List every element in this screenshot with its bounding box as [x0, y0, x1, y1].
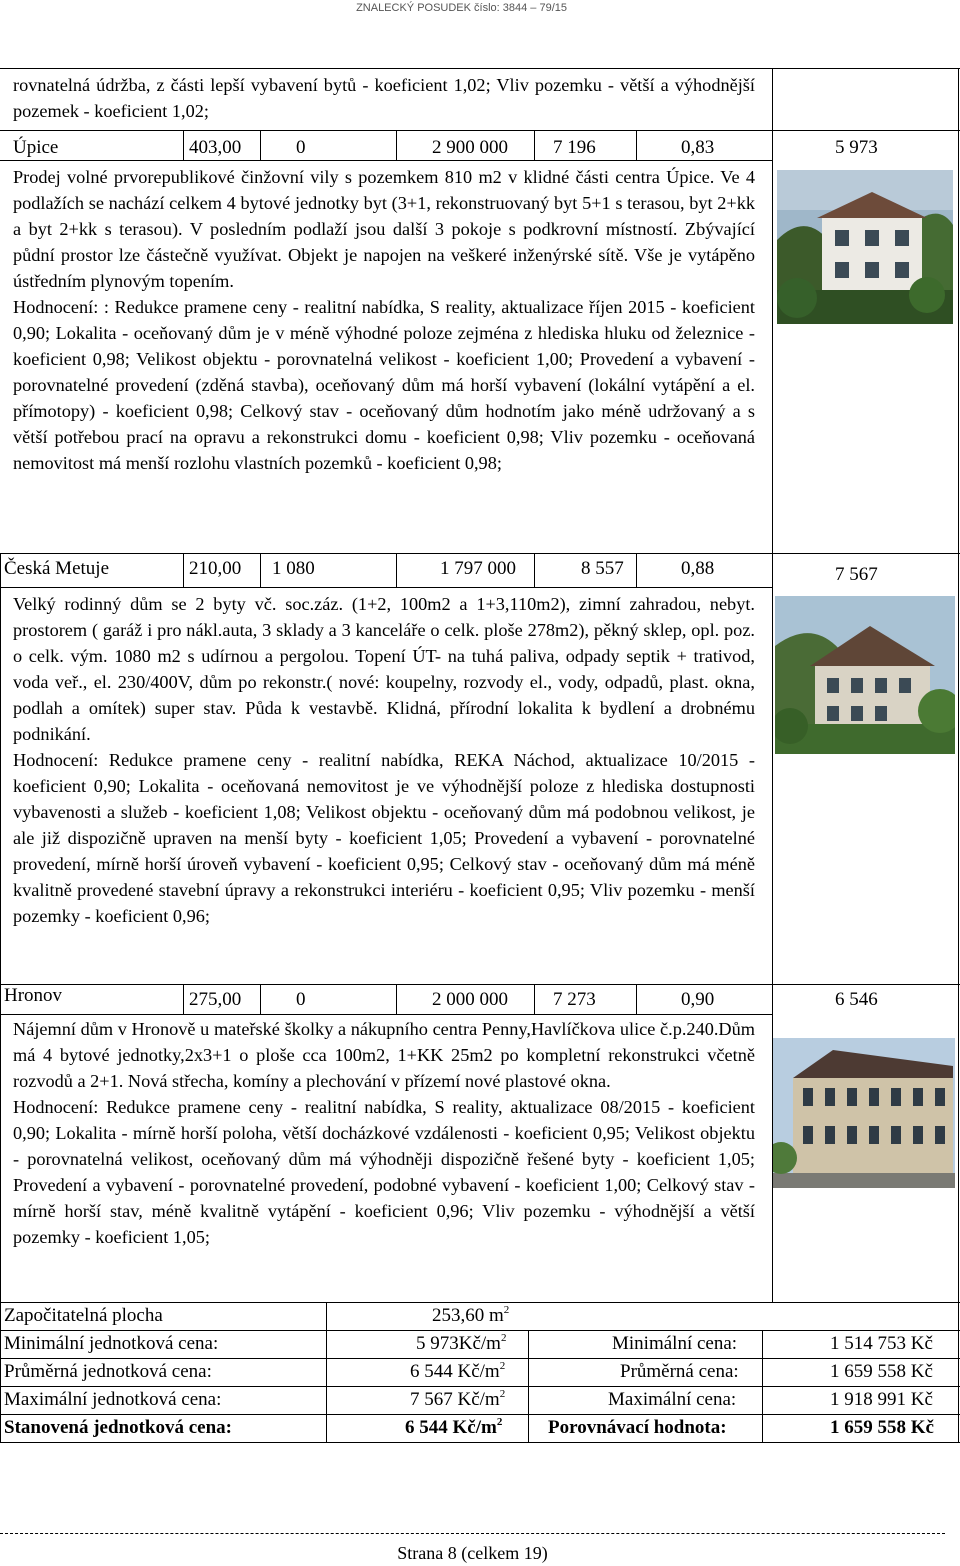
entry-area: 210,00: [189, 558, 242, 579]
entry-unit-price: 7 196: [553, 137, 596, 158]
building-photo-icon: [773, 1038, 955, 1188]
summary-final-total: 1 659 558 Kč: [830, 1417, 934, 1438]
entry-evaluation-text: Hodnocení: Redukce pramene ceny - realitní nabídka, S reality, aktualizace 08/2015 - koeficient 0,90; Lokalita - mírně horší poloha, větší docházkové vzdálenosti - koeficient 0,95; Velikost objektu - porovnatelná velikost, oceňovaný dům má výhodněji dispozičně řešené byty - koeficient 1,05; Provedení a vybavení - porovnatelné provedení, podobné vybavení - koeficient 1,00; Celkový stav - mírně horší stav, méně kvalitně vytápění - koeficient 0,96; Vliv pozemku - výhodnější a větší pozemky - koeficient 1,05;: [13, 1097, 755, 1247]
unit-superscript: 2: [500, 1332, 507, 1344]
summary-avg-total-label: Průměrná cena:: [620, 1361, 739, 1382]
summary-avg-total: 1 659 558 Kč: [830, 1361, 933, 1382]
summary-min-unit-text: 5 973Kč/m: [416, 1333, 501, 1354]
cell-divider: [260, 984, 261, 1014]
intro-paragraph: rovnatelná údržba, z části lepší vybavení bytů - koeficient 1,02; Vliv pozemku - větší a výhodnější pozemek - koeficient 1,02;: [13, 75, 755, 121]
unit-superscript: 2: [499, 1388, 506, 1400]
entry-description-text: Prodej volné prvorepublikové činžovní vily s pozemkem 810 m2 v klidné části centra Úpice. Ve 4 podlažích se nachází celkem 4 bytové jednotky byt (3+1, rekonstruovaný byt 5+1 s terasou, byt 2+kk a byt 2+kk s terasou). V posledním podlaží jsou další 3 pokoje s podkrovní místností. Zbývající půdní prostor lze částečně využívat. Objekt je napojen na veškeré inženýrské sítě. Vše je vytápěno ústředním plynovým topením.: [13, 167, 755, 291]
summary-area-value: [432, 1305, 509, 1327]
column-divider: [772, 130, 773, 1302]
entry-evaluation-text: Hodnocení: : Redukce pramene ceny - realitní nabídka, S reality, aktualizace říjen 2015 - koeficient 0,90; Lokalita - oceňovaný dům je v méně výhodné poloze zejména z hlediska hluku od železnice - koeficient 0,98; Velikost objektu - porovnatelná velikost - koeficient 1,00; Provedení a vybavení - porovnatelné provedení (zděná stavba), oceňovaný dům má horší vybavení (lokální vytápění a el. přímotopy) - koeficient 0,98; Celkový stav - oceňovaný dům hodnotím jako méně udržovaný a s větší potřebou prací na opravu a rekonstrukci domu - koeficient 0,98; Vliv pozemku - oceňovaná nemovitost má menší rozlohu vlastních pozemků - koeficient 0,98;: [13, 297, 755, 473]
report-header: ZNALECKÝ POSUDEK číslo: 3844 – 79/15: [356, 2, 567, 14]
summary-min-total-label: Minimální cena:: [612, 1333, 738, 1354]
cell-divider: [183, 553, 184, 587]
row-rule: [0, 130, 960, 131]
summary-top-rule: [0, 1302, 960, 1303]
cell-divider: [396, 984, 397, 1014]
entry-price: 2 900 000: [432, 137, 508, 158]
summary-max-unit-text: 7 567 Kč/m: [410, 1389, 500, 1410]
summary-divider: [958, 1302, 959, 1442]
summary-rule: [0, 1358, 960, 1359]
summary-max-total: 1 918 991 Kč: [830, 1389, 933, 1410]
entry-location: Hronov: [4, 985, 63, 1006]
unit-superscript: 2: [499, 1360, 506, 1372]
summary-final-label: Stanovená jednotková cena:: [4, 1417, 233, 1438]
summary-avg-unit: [410, 1361, 505, 1383]
summary-divider: [0, 1302, 1, 1442]
table-top-rule: [0, 68, 960, 69]
cell-divider: [260, 553, 261, 587]
cell-divider: [183, 130, 184, 160]
unit-superscript: 2: [496, 1416, 503, 1428]
entry-area: 275,00: [189, 989, 242, 1010]
entry-description-text: Nájemní dům v Hronově u mateřské školky a nákupního centra Penny,Havlíčkova ulice č.p.240.Dům má 4 bytové jednotky,2x3+1 o ploše cca 100m2, 1+KK 25m2 po kompletní rekonstrukci včetně rozvodů a 2+1. Nová střecha, komíny a plechování v přízemí nové plastové okna.: [13, 1019, 755, 1091]
entry-area: 403,00: [189, 137, 242, 158]
summary-final-unit-text: 6 544 Kč/m: [405, 1417, 497, 1438]
cell-divider: [636, 130, 637, 160]
entry-coefficient: 0,83: [681, 137, 715, 158]
entry-description: [13, 164, 755, 476]
entry-adjusted-price: 7 567: [835, 564, 878, 585]
summary-min-label: Minimální jednotková cena:: [4, 1333, 219, 1354]
entry-location: Česká Metuje: [4, 558, 110, 579]
cell-divider: [636, 553, 637, 587]
page-number: Strana 8 (celkem 19): [397, 1543, 548, 1563]
unit-superscript: 2: [503, 1304, 510, 1316]
summary-avg-label: Průměrná jednotková cena:: [4, 1361, 212, 1382]
row-rule: [0, 984, 960, 985]
entry-description: [13, 1016, 755, 1250]
entry-unit-price: 7 273: [553, 989, 596, 1010]
cell-divider: [636, 984, 637, 1014]
summary-min-unit: [416, 1333, 506, 1355]
summary-area-value-text: 253,60 m: [432, 1305, 504, 1326]
entry-unit-price: 8 557: [581, 558, 624, 579]
entry-description-text: Velký rodinný dům se 2 byty vč. soc.záz. (1+2, 100m2 a 1+3,110m2), zimní zahradou, nebyt. prostorem ( garáž i pro nákl.auta, 3 sklady a 3 kanceláře o celk. ploše 278m2), pěkný sklep, opl. poz. o celk. vým. 1080 m2 s udírnou a pergolou. Topení ÚT- na tuhá paliva, odpady septik + trativod, voda veř., el. 230/400V, dům po rekonstr.( nové: koupelny, rozvody el., vody, odpadů, plast. okna, podlah a omítek) super stav. Půda k vestavbě. Klidná, přírodní lokalita k bydlení a drobnému podnikání.: [13, 594, 755, 744]
summary-final-unit: [405, 1417, 502, 1439]
entry-evaluation-text: Hodnocení: Redukce pramene ceny - realitní nabídka, REKA Náchod, aktualizace 10/2015 - koeficient 0,90; Lokalita - oceňovaná nemovitost je ve výhodnější poloze z hlediska dostupnosti vybavenosti a služeb - koeficient 1,08; Velikost objektu - oceňovaný dům má podobnou velikost, je ale již dispozičně upraven na menší byty - koeficient 1,05; Provedení a vybavení - porovnatelné provedení, mírně horší úroveň vybavení - koeficient 0,95; Celkový stav - oceňovaný dům má méně kvalitně provedené stavební úpravy a rekonstrukci interiéru - koeficient 0,95; Vliv pozemku - menší pozemky - koeficient 0,96;: [13, 750, 755, 926]
entry-coefficient: 0,88: [681, 558, 715, 579]
column-divider: [772, 68, 773, 130]
summary-rule: [0, 1330, 960, 1331]
cell-divider: [260, 130, 261, 160]
summary-min-total: 1 514 753 Kč: [830, 1333, 933, 1354]
summary-rule: [0, 1386, 960, 1387]
summary-max-label: Maximální jednotková cena:: [4, 1389, 222, 1410]
row-rule: [0, 160, 772, 161]
summary-final-total-label: Porovnávací hodnota:: [548, 1417, 727, 1438]
cell-divider: [396, 130, 397, 160]
entry-adjusted-price: 6 546: [835, 989, 878, 1010]
cell-divider: [534, 130, 535, 160]
cell-divider: [534, 984, 535, 1014]
entry-land: 1 080: [272, 558, 315, 579]
house-photo-icon: [777, 170, 953, 324]
column-divider: [958, 68, 959, 130]
summary-divider: [326, 1302, 327, 1442]
row-rule: [0, 1014, 772, 1015]
entry-price: 2 000 000: [432, 989, 508, 1010]
summary-max-unit: [410, 1389, 505, 1411]
summary-area-label: Započitatelná plocha: [4, 1305, 163, 1326]
footer-rule: [0, 1533, 945, 1534]
cell-divider: [183, 984, 184, 1014]
row-rule: [0, 587, 772, 588]
summary-divider: [762, 1330, 763, 1442]
summary-bottom-rule: [0, 1442, 960, 1443]
summary-avg-unit-text: 6 544 Kč/m: [410, 1361, 500, 1382]
entry-adjusted-price: 5 973: [835, 137, 878, 158]
summary-divider: [528, 1330, 529, 1442]
cell-divider: [396, 553, 397, 587]
entry-land: 0: [296, 989, 306, 1010]
column-divider: [0, 553, 1, 1302]
house-photo-icon: [775, 596, 955, 754]
entry-description: [13, 591, 755, 929]
cell-divider: [534, 553, 535, 587]
summary-rule: [0, 1414, 960, 1415]
entry-land: 0: [296, 137, 306, 158]
entry-coefficient: 0,90: [681, 989, 715, 1010]
summary-max-total-label: Maximální cena:: [608, 1389, 737, 1410]
column-divider: [958, 130, 959, 1302]
row-rule: [0, 553, 960, 554]
entry-location: Úpice: [13, 137, 59, 158]
entry-price: 1 797 000: [440, 558, 516, 579]
